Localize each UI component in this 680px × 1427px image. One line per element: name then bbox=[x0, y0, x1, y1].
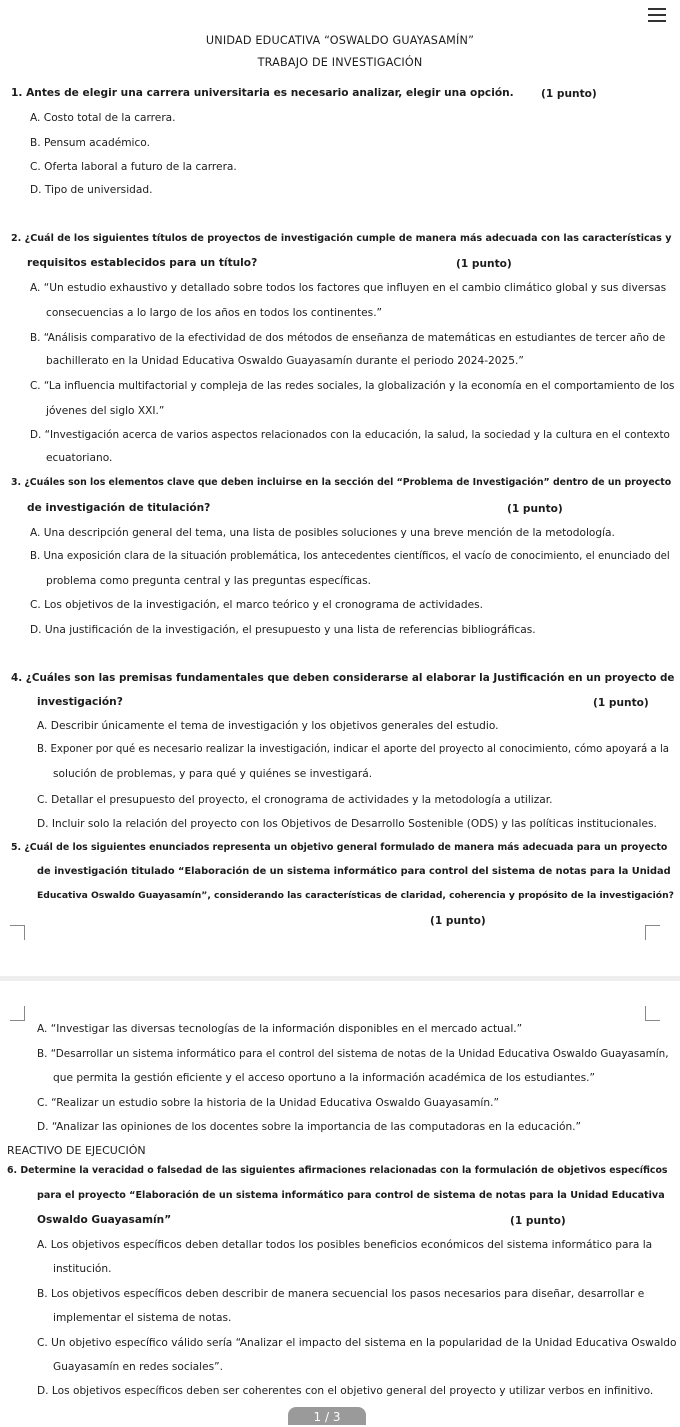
crop-mark-icon bbox=[10, 1006, 25, 1021]
question-3-points: (1 punto) bbox=[507, 503, 563, 515]
question-2-line-1: 2. ¿Cuál de los siguientes títulos de proyectos de investigación cumple de manera más adecuada con las características y bbox=[11, 233, 672, 244]
q2-option-c-line-2: jóvenes del siglo XXI.” bbox=[46, 405, 165, 417]
question-5-line-3: Educativa Oswaldo Guayasamín”, considerando las características de claridad, coherencia y propósito de la investigación? bbox=[37, 890, 674, 901]
question-1: 1. Antes de elegir una carrera universitaria es necesario analizar, elegir una opción. bbox=[11, 87, 514, 99]
q2-option-d-line-1: D. “Investigación acerca de varios aspectos relacionados con la educación, la salud, la sociedad y la cultura en el contexto bbox=[30, 429, 670, 441]
question-2-line-2: requisitos establecidos para un título? bbox=[27, 257, 258, 269]
q4-option-a: A. Describir únicamente el tema de investigación y los objetivos generales del estudio. bbox=[37, 720, 499, 732]
question-2-points: (1 punto) bbox=[456, 258, 512, 270]
question-1-points: (1 punto) bbox=[541, 88, 597, 100]
crop-mark-icon bbox=[10, 925, 25, 940]
question-3-line-2: de investigación de titulación? bbox=[27, 502, 211, 514]
q2-option-c-line-1: C. “La influencia multifactorial y compleja de las redes sociales, la globalización y la economía en el comportamiento de los bbox=[30, 380, 675, 392]
document-title: TRABAJO DE INVESTIGACIÓN bbox=[257, 56, 423, 69]
question-3-line-1: 3. ¿Cuáles son los elementos clave que deben incluirse en la sección del “Problema de Investigación” dentro de un proyecto bbox=[11, 477, 672, 488]
q3-option-c: C. Los objetivos de la investigación, el marco teórico y el cronograma de actividades. bbox=[30, 599, 483, 611]
q5-option-b-line-2: que permita la gestión eficiente y el acceso oportuno a la información académica de los estudiantes.” bbox=[53, 1072, 596, 1084]
question-4-line-1: 4. ¿Cuáles son las premisas fundamentales que deben considerarse al elaborar la Justificación en un proyecto de bbox=[11, 672, 675, 684]
q5-option-d: D. “Analizar las opiniones de los docentes sobre la importancia de las computadoras en la educación.” bbox=[37, 1121, 582, 1133]
q1-option-c: C. Oferta laboral a futuro de la carrera. bbox=[30, 161, 237, 173]
page-indicator: 1 / 3 bbox=[288, 1407, 366, 1425]
question-5-line-1: 5. ¿Cuál de los siguientes enunciados representa un objetivo general formulado de manera más adecuada para un proyecto bbox=[11, 842, 668, 853]
q2-option-b-line-2: bachillerato en la Unidad Educativa Oswaldo Guayasamín durante el periodo 2024-2025.” bbox=[46, 355, 524, 367]
q4-option-c: C. Detallar el presupuesto del proyecto, el cronograma de actividades y la metodología a utilizar. bbox=[37, 794, 553, 806]
q6-option-d: D. Los objetivos específicos deben ser coherentes con el objetivo general del proyecto y utilizar verbos en infinitivo. bbox=[37, 1385, 654, 1397]
q3-option-b-line-2: problema como pregunta central y las preguntas específicas. bbox=[46, 575, 371, 587]
crop-mark-icon bbox=[645, 925, 660, 940]
q6-option-a-line-1: A. Los objetivos específicos deben detallar todos los posibles beneficios económicos del sistema informático para la bbox=[37, 1239, 653, 1251]
q4-option-b-line-1: B. Exponer por qué es necesario realizar la investigación, indicar el aporte del proyecto al conocimiento, cómo apoyará a la bbox=[37, 744, 670, 755]
menu-icon[interactable] bbox=[646, 4, 668, 26]
q3-option-d: D. Una justificación de la investigación, el presupuesto y una lista de referencias bibliográficas. bbox=[30, 624, 536, 636]
q3-option-a: A. Una descripción general del tema, una lista de posibles soluciones y una breve mención de la metodología. bbox=[30, 527, 615, 539]
q5-option-a: A. “Investigar las diversas tecnologías de la información disponibles en el mercado actual.” bbox=[37, 1023, 523, 1035]
q2-option-b-line-1: B. “Análisis comparativo de la efectividad de dos métodos de enseñanza de matemáticas en estudiantes de tercer año de bbox=[30, 332, 666, 344]
crop-mark-icon bbox=[645, 1006, 660, 1021]
q6-option-a-line-2: institución. bbox=[53, 1263, 112, 1275]
q2-option-a-line-2: consecuencias a lo largo de los años en todos los continentes.” bbox=[46, 307, 383, 319]
q2-option-a-line-1: A. “Un estudio exhaustivo y detallado sobre todos los factores que influyen en el cambio climático global y sus diversas bbox=[30, 282, 667, 294]
q4-option-b-line-2: solución de problemas, y para qué y quiénes se investigará. bbox=[53, 768, 373, 780]
q6-option-c-line-1: C. Un objetivo específico válido sería “Analizar el impacto del sistema en la popularidad de la Unidad Educativa Oswaldo bbox=[37, 1337, 677, 1349]
q2-option-d-line-2: ecuatoriano. bbox=[46, 452, 113, 464]
q1-option-d: D. Tipo de universidad. bbox=[30, 184, 153, 196]
question-4-line-2: investigación? bbox=[37, 696, 123, 708]
section-heading: REACTIVO DE EJECUCIÓN bbox=[7, 1144, 146, 1157]
q6-option-c-line-2: Guayasamín en redes sociales”. bbox=[53, 1361, 223, 1373]
question-6-line-1: 6. Determine la veracidad o falsedad de las siguientes afirmaciones relacionadas con la formulación de objetivos específicos bbox=[7, 1165, 668, 1176]
q3-option-b-line-1: B. Una exposición clara de la situación problemática, los antecedentes científicos, el vacío de conocimiento, el enunciado del bbox=[30, 551, 670, 562]
school-name: UNIDAD EDUCATIVA “OSWALDO GUAYASAMÍN” bbox=[205, 34, 475, 47]
question-5-points: (1 punto) bbox=[430, 915, 486, 927]
q1-option-b: B. Pensum académico. bbox=[30, 137, 150, 149]
q1-option-a: A. Costo total de la carrera. bbox=[30, 112, 176, 124]
question-4-points: (1 punto) bbox=[593, 697, 649, 709]
q6-option-b-line-2: implementar el sistema de notas. bbox=[53, 1312, 232, 1324]
question-6-line-3: Oswaldo Guayasamín” bbox=[37, 1214, 172, 1226]
question-6-line-2: para el proyecto “Elaboración de un sistema informático para control de sistema de notas para la Unidad Educativa bbox=[37, 1190, 665, 1201]
q6-option-b-line-1: B. Los objetivos específicos deben describir de manera secuencial los pasos necesarios para diseñar, desarrollar e bbox=[37, 1288, 645, 1300]
q5-option-c: C. “Realizar un estudio sobre la historia de la Unidad Educativa Oswaldo Guayasamín.” bbox=[37, 1097, 499, 1109]
question-5-line-2: de investigación titulado “Elaboración de un sistema informático para control del sistema de notas para la Unidad bbox=[37, 866, 671, 877]
q5-option-b-line-1: B. “Desarrollar un sistema informático para el control del sistema de notas de la Unidad Educativa Oswaldo Guayasamín, bbox=[37, 1048, 669, 1060]
q4-option-d: D. Incluir solo la relación del proyecto con los Objetivos de Desarrollo Sostenible (ODS) y las políticas institucionales. bbox=[37, 818, 657, 830]
question-6-points: (1 punto) bbox=[510, 1215, 566, 1227]
page-separator bbox=[0, 976, 680, 981]
